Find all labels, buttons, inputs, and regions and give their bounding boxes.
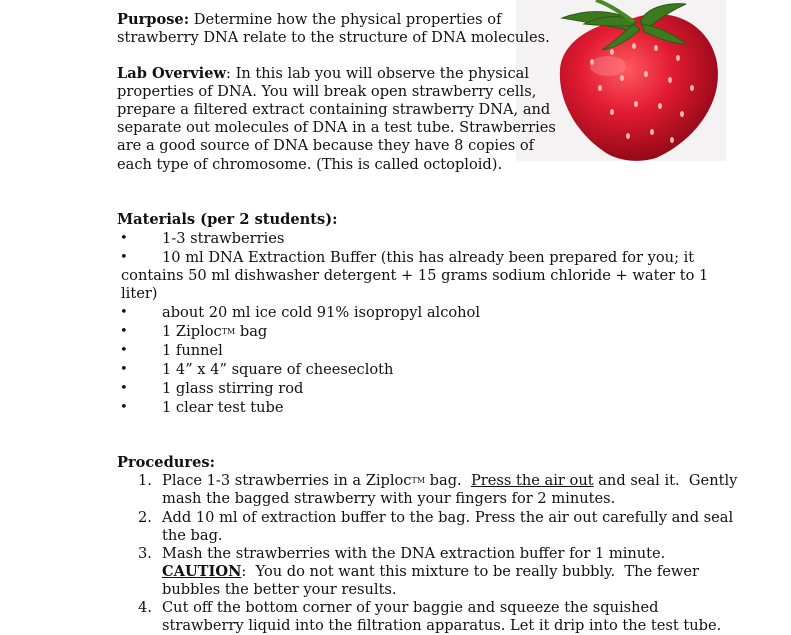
list-item: 1-3 strawberries (162, 230, 285, 247)
purpose-line-1 (117, 11, 501, 29)
materials-heading (117, 211, 337, 229)
press-air-out-emphasis: Press the air out (470, 472, 594, 489)
step-number: 3. (138, 545, 152, 562)
bullet-icon: • (120, 343, 128, 358)
step-text-continuation: the bag. (162, 527, 223, 544)
list-item-continuation: liter) (121, 285, 158, 302)
purpose-label: Purpose: (117, 11, 190, 28)
list-item: 1 glass stirring rod (162, 380, 304, 397)
purpose-line-2: strawberry DNA relate to the structure of DNA molecules. (117, 29, 550, 46)
procedures-heading-text: Procedures: (117, 454, 215, 471)
step-1-text-a: Place 1-3 strawberries in a Ziploc (162, 472, 412, 489)
step-text-continuation: mash the bagged strawberry with your fingers for 2 minutes. (162, 490, 616, 507)
step-text-continuation (162, 563, 699, 581)
caution-label: CAUTION (162, 563, 242, 580)
step-number: 4. (138, 599, 152, 616)
bullet-icon: • (120, 250, 128, 265)
bullet-icon: • (120, 305, 128, 320)
overview-line-1 (117, 65, 529, 83)
list-item-continuation: contains 50 ml dishwasher detergent + 15 grams sodium chloride + water to 1 (121, 267, 709, 284)
overview-line-3: prepare a filtered extract containing strawberry DNA, and (117, 101, 551, 118)
purpose-text: Determine how the physical properties of (189, 11, 502, 28)
overview-line-5: are a good source of DNA because they have 8 copies of (117, 137, 535, 154)
step-text (162, 472, 737, 490)
ziploc-rest: bag (235, 323, 268, 340)
list-item: 1 clear test tube (162, 399, 284, 416)
overview-label: Lab Overview (117, 65, 227, 82)
step-text-continuation: strawberry liquid into the filtration apparatus. Let it drip into the test tube. (162, 617, 722, 634)
caution-text: : You do not want this mixture to be really bubbly. The fewer (241, 563, 699, 580)
overview-line-2: properties of DNA. You will break open strawberry cells, (117, 83, 537, 100)
step-text: Add 10 ml of extraction buffer to the bag. Press the air out carefully and seal (162, 509, 734, 526)
bullet-icon: • (120, 381, 128, 396)
bullet-icon: • (120, 362, 128, 377)
list-item: 10 ml DNA Extraction Buffer (this has already been prepared for you; it (162, 249, 695, 266)
step-1-text-c: and seal it. Gently (593, 472, 738, 489)
bullet-icon: • (120, 324, 128, 339)
overview-line-4: separate out molecules of DNA in a test tube. Strawberries (117, 119, 556, 136)
list-item: 1 funnel (162, 342, 223, 359)
procedures-heading (117, 454, 215, 472)
step-number: 1. (138, 472, 152, 489)
step-text: Cut off the bottom corner of your baggie and squeeze the squished (162, 599, 659, 616)
bullet-icon: • (120, 400, 128, 415)
trademark-mark: TM (411, 476, 426, 485)
list-item: 1 4” x 4” square of cheesecloth (162, 361, 394, 378)
list-item (162, 323, 267, 341)
list-item: about 20 ml ice cold 91% isopropyl alcohol (162, 304, 481, 321)
ziploc-text: 1 Ziploc (162, 323, 222, 340)
step-text-continuation: bubbles the better your results. (162, 581, 397, 598)
step-1-text-b: bag. (425, 472, 471, 489)
materials-heading-text: Materials (per 2 students): (117, 211, 338, 228)
step-text: Mash the strawberries with the DNA extraction buffer for 1 minute. (162, 545, 666, 562)
step-number: 2. (138, 509, 152, 526)
overview-text: : In this lab you will observe the physical (226, 65, 529, 82)
trademark-mark: TM (221, 327, 236, 336)
overview-line-6: each type of chromosome. (This is called octoploid). (117, 156, 503, 173)
bullet-icon: • (120, 231, 128, 246)
